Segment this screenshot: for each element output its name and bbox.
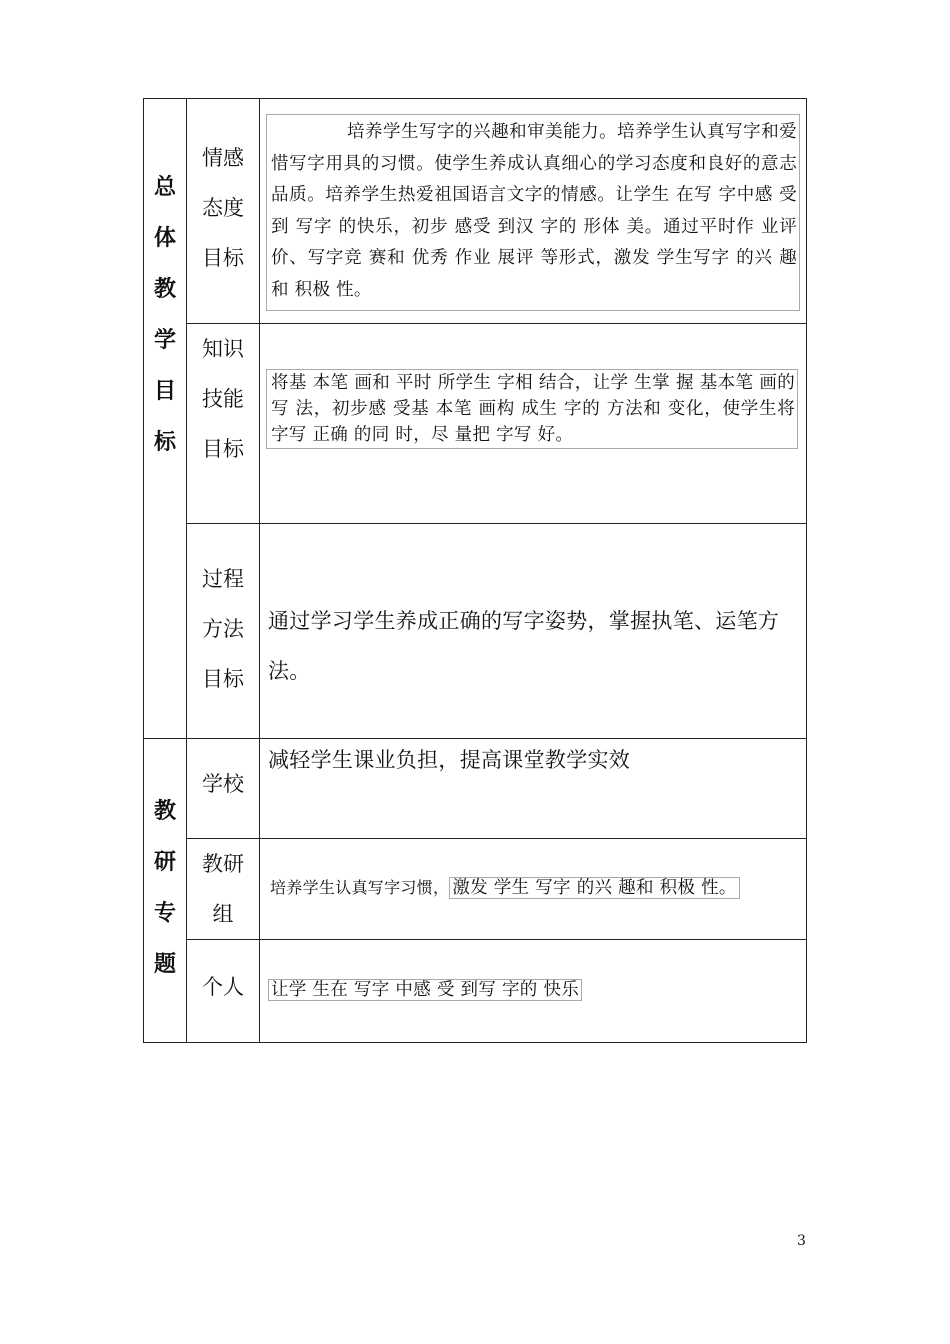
personal-topic-label: 个人 xyxy=(187,940,260,1043)
research-topics-char: 题 xyxy=(153,952,176,977)
research-group-topic-label: 教研 组 xyxy=(187,839,260,940)
overall-goals-char: 教 xyxy=(153,277,176,302)
research-group-topic-boxed-text: 激发 学生 写字 的兴 趣和 积极 性。 xyxy=(449,877,739,899)
overall-goals-char: 目 xyxy=(153,379,176,404)
overall-goals-char: 学 xyxy=(153,328,176,353)
research-topics-char: 专 xyxy=(153,901,176,926)
personal-topic-cell xyxy=(260,940,807,1043)
process-method-goal-label: 过程 方法 目标 xyxy=(187,524,260,739)
research-topics-label xyxy=(144,739,187,1043)
overall-goals-char: 总 xyxy=(153,175,176,200)
research-topics-char: 研 xyxy=(153,850,176,875)
overall-goals-char: 标 xyxy=(153,430,176,455)
research-topics-char: 教 xyxy=(153,799,176,824)
school-topic-label: 学校 xyxy=(187,739,260,839)
overall-goals-label xyxy=(144,99,187,739)
research-group-topic-text: 培养学生认真写字习惯， xyxy=(270,878,450,897)
overall-goals-char: 体 xyxy=(153,226,176,251)
teaching-goals-table xyxy=(143,98,807,1043)
emotion-attitude-goal-label: 情感 态度 目标 xyxy=(187,99,260,324)
school-topic-cell xyxy=(260,739,807,839)
knowledge-skill-goal-label: 知识 技能 目标 xyxy=(187,324,260,524)
research-group-topic-cell xyxy=(260,839,807,940)
personal-topic-text: 让学 生在 写字 中感 受 到写 字的 快乐 xyxy=(268,979,582,1001)
knowledge-skill-goal-text: 将基 本笔 画和 平时 所学生 字相 结合，让学 生掌 握 基本笔 画的写 法，初步感 受基 本笔 画构 成生 字的 方法和 变化，使学生将 字写 正确 的同 时，尽 量把 字写 好。 xyxy=(266,369,798,449)
emotion-attitude-goal-cell xyxy=(260,99,807,324)
process-method-goal-cell xyxy=(260,524,807,739)
process-method-goal-text: 通过学习学生养成正确的写字姿势，掌握执笔、运笔方法。 xyxy=(268,609,780,683)
page-number: 3 xyxy=(797,1233,806,1249)
emotion-attitude-goal-text: 培养学生写字的兴趣和审美能力。培养学生认真写字和爱惜写字用具的习惯。使学生养成认真细心的学习态度和良好的意志品质。培养学生热爱祖国语言文字的情感。让学生 在写 字中感 受到 写字 的快乐，初步 感受 到汉 字的 形体 美。通过平时作 业评 价、写字竞 赛和 优秀 作业 展评 等形式，激发 学生写字 的兴 趣和 积极 性。 xyxy=(266,114,800,311)
knowledge-skill-goal-cell xyxy=(260,324,807,524)
school-topic-text: 减轻学生课业负担，提高课堂教学实效 xyxy=(268,748,631,772)
